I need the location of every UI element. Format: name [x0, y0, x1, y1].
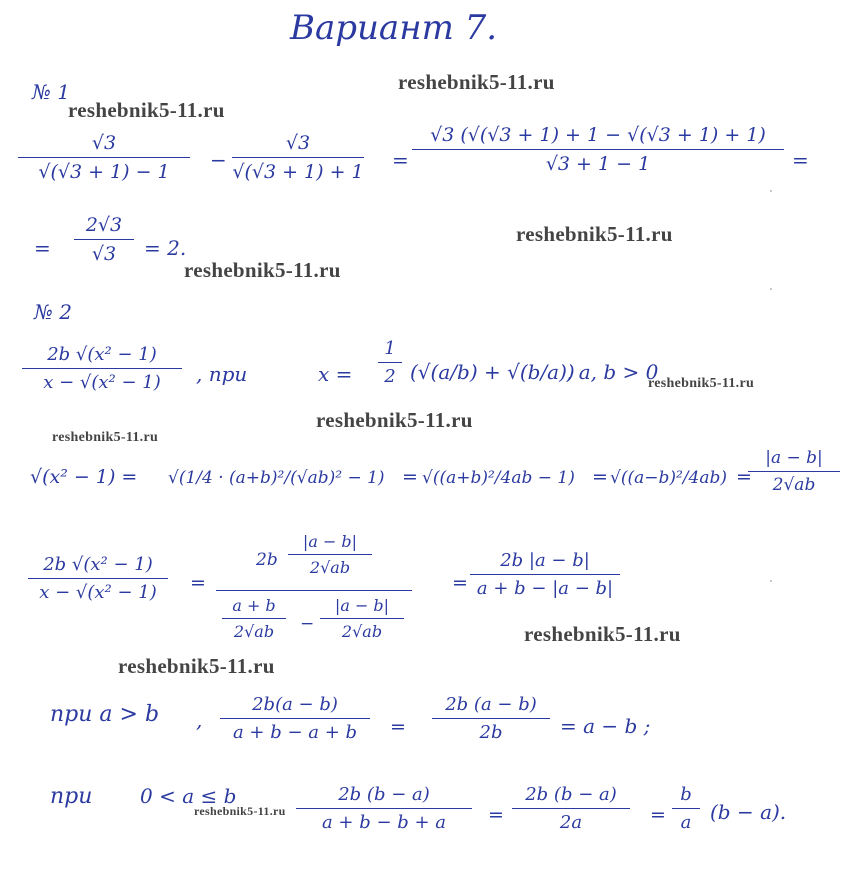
- task1-fraction-1: [18, 132, 190, 183]
- line4-compound-fraction: [216, 532, 416, 662]
- fraction-numerator: 2b (a − b): [445, 694, 537, 715]
- compound-den-fraction-a: [222, 596, 286, 641]
- fraction-bar: [232, 157, 364, 158]
- fraction-bar: [320, 618, 404, 619]
- compound-main-bar: [216, 590, 412, 591]
- task1-fraction-2: [232, 132, 364, 183]
- equals-sign: =: [452, 572, 468, 594]
- fraction-denominator: 2√ab: [772, 475, 816, 495]
- fraction-bar: [296, 808, 472, 809]
- equals-sign: =: [392, 148, 409, 172]
- equals-sign: =: [792, 148, 809, 172]
- case2-tail: (b − a).: [710, 800, 787, 824]
- x-parenthesis: (√(a/b) + √(b/a)): [410, 360, 575, 384]
- scan-speck: [770, 190, 772, 192]
- case2-condition: 0 < a ≤ b: [140, 784, 237, 808]
- case2-label: при: [50, 784, 93, 809]
- fraction-denominator: √3 + 1 − 1: [545, 153, 651, 175]
- equals-sign: =: [736, 466, 752, 488]
- compound-num-2b: 2b: [256, 550, 278, 570]
- fraction-denominator: √(√3 + 1) − 1: [38, 161, 170, 183]
- case1-fraction-1: [220, 694, 370, 743]
- fraction-bar: [672, 808, 700, 809]
- line3-lhs: √(x² − 1) =: [30, 466, 138, 488]
- task2-expression: [22, 344, 182, 393]
- minus-sign: −: [300, 614, 315, 634]
- equals-sign: =: [402, 466, 418, 488]
- fraction-numerator: |a − b|: [302, 532, 358, 551]
- fraction-denominator: 2b: [479, 722, 503, 743]
- line4-lhs-fraction: [28, 554, 168, 603]
- fraction-numerator: 2b √(x² − 1): [47, 344, 157, 365]
- equals-sign: =: [390, 716, 406, 738]
- fraction-numerator: 2b |a − b|: [500, 550, 590, 571]
- equals-sign: =: [592, 466, 608, 488]
- watermark: reshebnik5-11.ru: [516, 222, 673, 246]
- case1-fraction-2: [432, 694, 550, 743]
- fraction-bar: [222, 618, 286, 619]
- fraction-numerator: 2b (b − a): [525, 784, 617, 805]
- watermark: reshebnik5-11.ru: [524, 622, 681, 646]
- fraction-numerator: √3: [285, 132, 311, 154]
- case2-fraction-3: [672, 784, 700, 833]
- line3-root-2: √((a+b)²/4ab − 1): [422, 468, 575, 488]
- fraction-denominator: a + b − a + b: [232, 722, 358, 743]
- watermark: reshebnik5-11.ru: [648, 376, 755, 391]
- line3-fraction-4: [748, 448, 840, 495]
- task2-label: № 2: [34, 300, 73, 324]
- equals-sign: =: [650, 804, 666, 826]
- fraction-denominator: 2√ab: [341, 622, 383, 641]
- fraction-bar: [22, 368, 182, 369]
- fraction-numerator: a + b: [232, 596, 276, 615]
- equals-sign: =: [34, 236, 51, 260]
- fraction-numerator: |a − b|: [334, 596, 390, 615]
- condition-prefix: , при: [196, 362, 248, 386]
- fraction-denominator: 2√ab: [309, 558, 351, 577]
- fraction-numerator: 1: [384, 338, 396, 359]
- watermark: reshebnik5-11.ru: [52, 430, 159, 445]
- scan-speck: [770, 580, 772, 582]
- watermark: reshebnik5-11.ru: [316, 408, 473, 432]
- compound-num-fraction: [288, 532, 372, 577]
- comma: ,: [196, 708, 203, 732]
- watermark: reshebnik5-11.ru: [398, 70, 555, 94]
- line4-result-fraction: [470, 550, 620, 599]
- fraction-numerator: |a − b|: [765, 448, 823, 468]
- case2-fraction-2: [512, 784, 630, 833]
- fraction-numerator: b: [680, 784, 692, 805]
- task1-result: = 2.: [144, 236, 187, 260]
- minus-sign: −: [210, 148, 227, 172]
- scan-speck: [770, 288, 772, 290]
- line3-root-1: √(1/4 · (a+b)²/(√ab)² − 1): [168, 468, 385, 488]
- fraction-denominator: √(√3 + 1) + 1: [232, 161, 364, 183]
- fraction-bar: [28, 578, 168, 579]
- fraction-numerator: √3 (√(√3 + 1) + 1 − √(√3 + 1) + 1): [430, 124, 766, 146]
- ab-condition: , a, b > 0: [566, 360, 659, 384]
- line3-root-3: √((a−b)²/4ab): [610, 468, 727, 488]
- fraction-numerator: 2b (b − a): [338, 784, 430, 805]
- task1-fraction-4: [74, 214, 134, 265]
- fraction-numerator: 2b(a − b): [252, 694, 338, 715]
- case1-label: при a > b: [50, 702, 160, 727]
- compound-den-fraction-b: [320, 596, 404, 641]
- fraction-bar: [748, 471, 840, 472]
- x-definition: x =: [318, 362, 353, 386]
- fraction-bar: [412, 149, 784, 150]
- fraction-bar: [512, 808, 630, 809]
- equals-sign: =: [488, 804, 504, 826]
- watermark: reshebnik5-11.ru: [68, 98, 225, 122]
- fraction-denominator: 2a: [559, 812, 583, 833]
- task1-label: № 1: [32, 80, 71, 104]
- watermark: reshebnik5-11.ru: [184, 258, 341, 282]
- task1-fraction-3: [412, 124, 784, 175]
- fraction-bar: [432, 718, 550, 719]
- fraction-numerator: √3: [91, 132, 117, 154]
- fraction-bar: [74, 239, 134, 240]
- watermark: reshebnik5-11.ru: [118, 654, 275, 678]
- fraction-denominator: x − √(x² − 1): [43, 372, 161, 393]
- fraction-numerator: 2b √(x² − 1): [43, 554, 153, 575]
- page-title: Вариант 7.: [290, 8, 498, 48]
- watermark: reshebnik5-11.ru: [194, 804, 286, 818]
- fraction-bar: [470, 574, 620, 575]
- fraction-bar: [18, 157, 190, 158]
- fraction-denominator: a + b − |a − b|: [476, 578, 614, 599]
- fraction-bar: [378, 362, 402, 363]
- fraction-denominator: a + b − b + a: [321, 812, 447, 833]
- fraction-bar: [220, 718, 370, 719]
- fraction-denominator: a: [680, 812, 692, 833]
- case2-fraction-1: [296, 784, 472, 833]
- case1-result: = a − b ;: [560, 714, 651, 738]
- fraction-denominator: x − √(x² − 1): [39, 582, 157, 603]
- fraction-denominator: 2√ab: [233, 622, 275, 641]
- fraction-bar: [288, 554, 372, 555]
- equals-sign: =: [190, 572, 206, 594]
- fraction-denominator: 2: [384, 366, 396, 387]
- half-fraction: [378, 338, 402, 387]
- fraction-numerator: 2√3: [85, 214, 123, 236]
- fraction-denominator: √3: [91, 243, 117, 265]
